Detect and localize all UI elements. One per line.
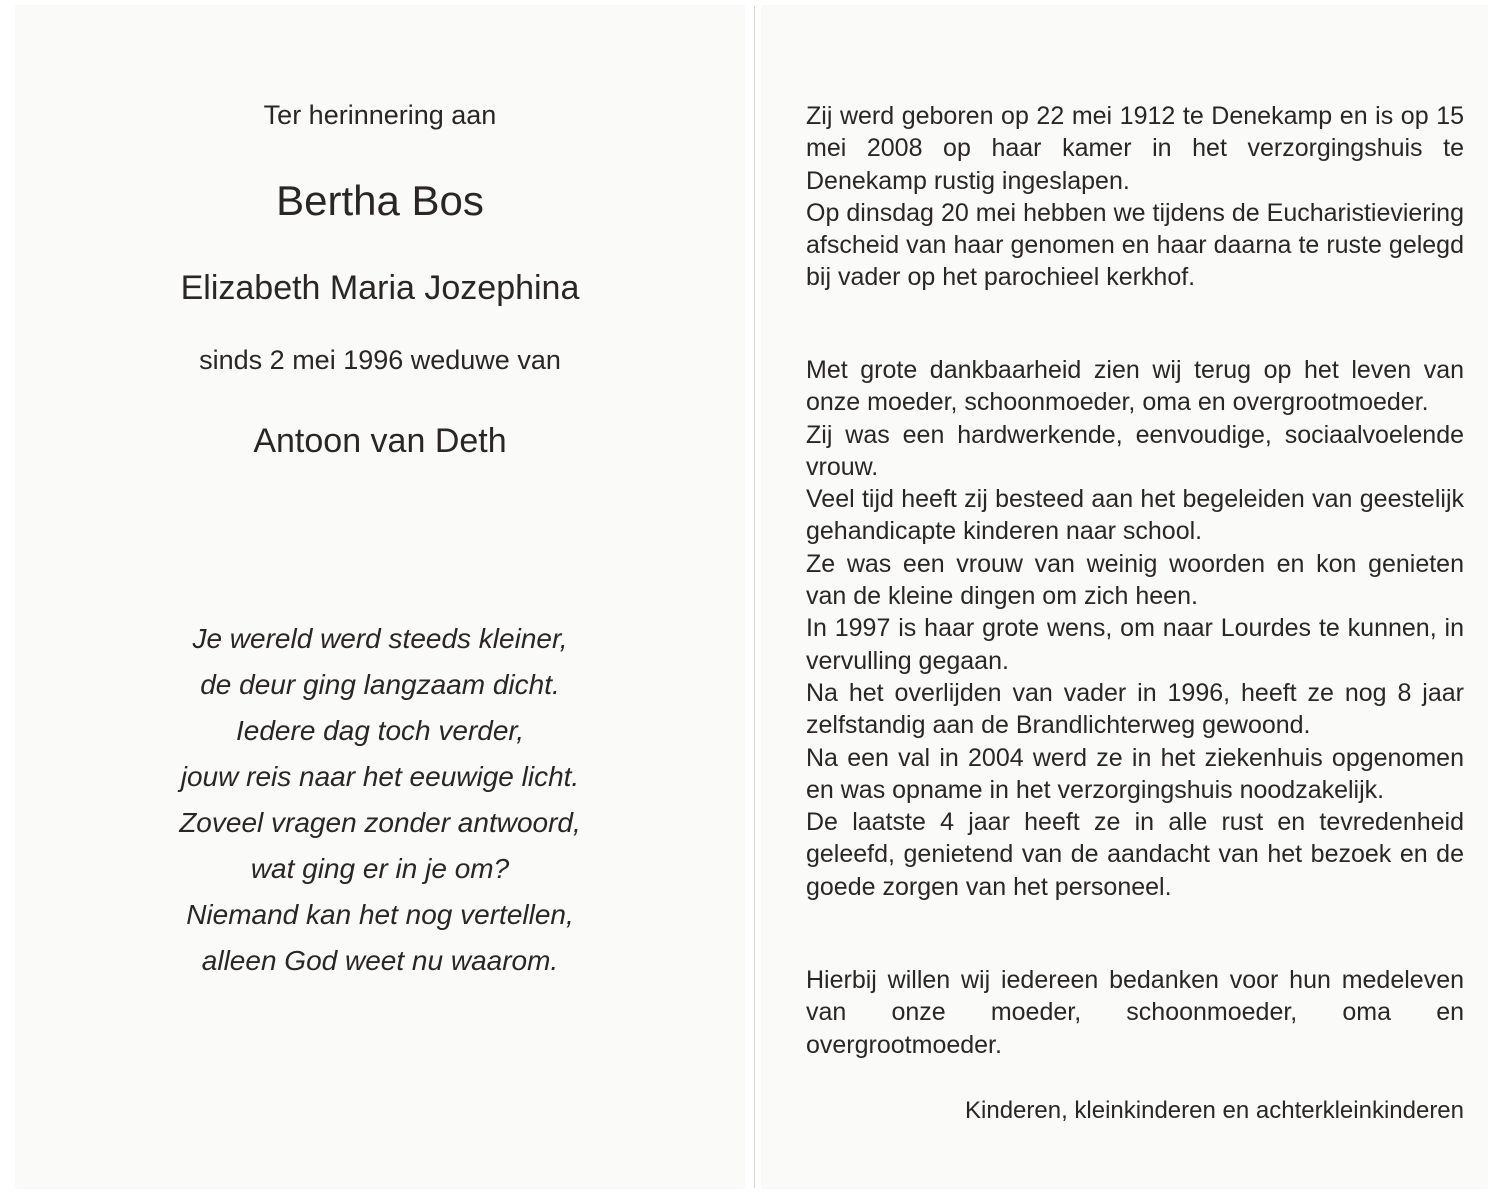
intro-text: Ter herinnering aan <box>263 100 497 130</box>
tribute-paragraph: Na het overlijden van vader in 1996, heeft ze nog 8 jaar zelfstandig aan de Brandlichterweg gewoond. <box>806 678 1464 740</box>
poem-line: de deur ging langzaam dicht. <box>200 669 560 700</box>
tribute-paragraph: De laatste 4 jaar heeft ze in alle rust en tevredenheid geleefd, genietend van de aandacht van het bezoek en de goede zorgen van het personeel. <box>806 808 1464 901</box>
thanks-section <box>806 964 1464 1061</box>
spouse-name: Antoon van Deth <box>253 422 507 460</box>
deceased-name: Bertha Bos <box>276 177 484 224</box>
tribute-paragraph: In 1997 is haar grote wens, om naar Lourdes te kunnen, in vervulling gegaan. <box>806 614 1464 675</box>
biography-paragraph: Op dinsdag 20 mei hebben we tijdens de Eucharistieviering afscheid van haar genomen en haar daarna te ruste gelegd bij vader op het parochieel kerkhof. <box>806 198 1464 292</box>
poem-line: Zoveel vragen zonder antwoord, <box>179 807 581 838</box>
tribute-section <box>806 354 1464 903</box>
poem-line: wat ging er in je om? <box>250 853 510 884</box>
poem-line: Je wereld werd steeds kleiner, <box>192 623 568 654</box>
card-divider <box>754 6 755 1188</box>
widow-line: sinds 2 mei 1996 weduwe van <box>199 345 561 375</box>
tribute-paragraph: Met grote dankbaarheid zien wij terug op het leven van onze moeder, schoonmoeder, oma en overgrootmoeder. <box>806 356 1464 417</box>
poem <box>16 616 744 984</box>
biography-section <box>806 100 1464 294</box>
tribute-paragraph: Na een val in 2004 werd ze in het ziekenhuis opgenomen en was opname in het verzorgingshuis noodzakelijk. <box>806 743 1464 804</box>
tribute-paragraph: Veel tijd heeft zij besteed aan het begeleiden van geestelijk gehandicapte kinderen naar school. <box>806 485 1464 546</box>
signature: Kinderen, kleinkinderen en achterkleinkinderen <box>965 1097 1464 1124</box>
tribute-paragraph: Ze was een vrouw van weinig woorden en kon genieten van de kleine dingen om zich heen. <box>806 549 1464 611</box>
given-names: Elizabeth Maria Jozephina <box>180 269 580 307</box>
poem-line: Niemand kan het nog vertellen, <box>186 899 574 930</box>
poem-line: jouw reis naar het eeuwige licht. <box>180 761 580 792</box>
poem-line: Iedere dag toch verder, <box>236 715 524 746</box>
thanks-paragraph: Hierbij willen wij iedereen bedanken voor hun medeleven van onze moeder, schoonmoeder, oma en overgrootmoeder. <box>806 966 1464 1059</box>
poem-line: alleen God weet nu waarom. <box>201 945 559 976</box>
memorial-card-front <box>16 6 744 1188</box>
tribute-paragraph: Zij was een hardwerkende, eenvoudige, sociaalvoelende vrouw. <box>806 420 1464 481</box>
biography-paragraph: Zij werd geboren op 22 mei 1912 te Denekamp en is op 15 mei 2008 op haar kamer in het verzorgingshuis te Denekamp rustig ingeslapen. <box>806 102 1464 195</box>
memorial-card-back <box>762 6 1488 1188</box>
